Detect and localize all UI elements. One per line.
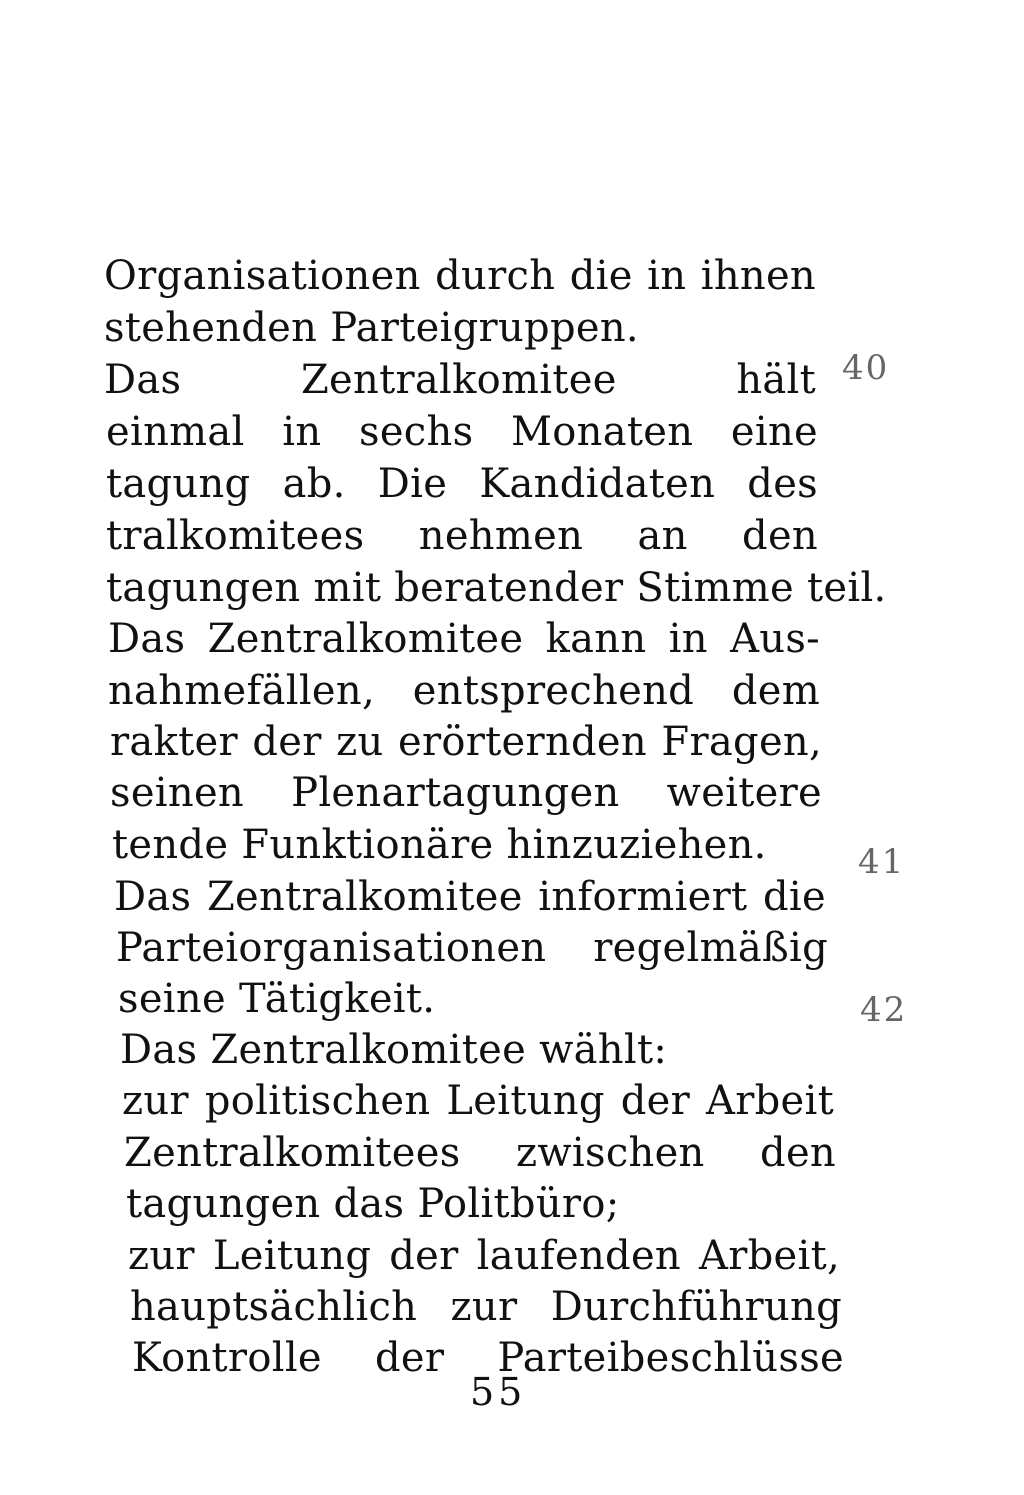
text-line: seine Tätigkeit.: [118, 976, 436, 1022]
text-line: hauptsächlich zur Durchführung: [130, 1284, 842, 1330]
text-line: tralkomitees nehmen an den: [106, 513, 818, 559]
text-line: Das Zentralkomitee wählt:: [120, 1027, 668, 1073]
text-line: nahmefällen, entsprechend dem: [108, 668, 820, 714]
text-line: zur politischen Leitung der Arbeit: [122, 1078, 834, 1124]
text-line: einmal in sechs Monaten eine: [106, 409, 818, 455]
section-number: 42: [860, 990, 908, 1030]
text-line: Organisationen durch die in ihnen: [104, 253, 816, 299]
text-line: Das Zentralkomitee informiert die: [114, 874, 826, 920]
text-line: Kontrolle der Parteibeschlüsse: [132, 1335, 844, 1381]
page-number: 55: [470, 1370, 527, 1414]
text-line: zur Leitung der laufenden Arbeit,: [128, 1233, 840, 1279]
text-line: tagungen mit beratender Stimme teil.: [106, 565, 887, 611]
text-line: Zentralkomitees zwischen den: [124, 1130, 836, 1176]
text-line: tagungen das Politbüro;: [126, 1181, 620, 1227]
text-line: Das Zentralkomitee hält: [104, 357, 816, 403]
section-number: 41: [858, 842, 906, 882]
text-line: seinen Plenartagungen weitere: [110, 770, 822, 816]
text-line: tende Funktionäre hinzuziehen.: [112, 822, 767, 868]
text-line: tagung ab. Die Kandidaten des: [106, 461, 818, 507]
text-line: rakter der zu erörternden Fragen,: [110, 719, 822, 765]
text-line: Parteiorganisationen regelmäßig: [116, 925, 828, 971]
text-line: stehenden Parteigruppen.: [104, 305, 639, 351]
section-number: 40: [842, 348, 890, 388]
text-line: Das Zentralkomitee kann in Aus-: [108, 616, 820, 662]
